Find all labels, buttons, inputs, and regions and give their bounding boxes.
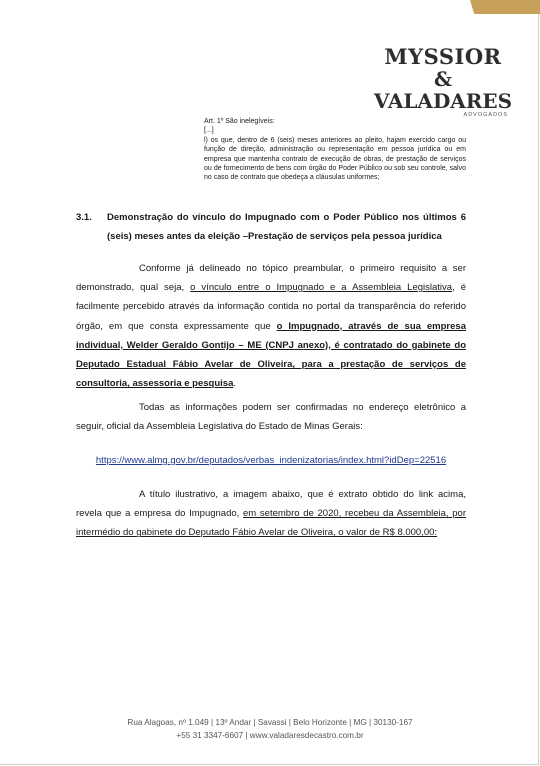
- footer-address: Rua Alagoas, nº 1.049 | 13º Andar | Savassi | Belo Horizonte | MG | 30130-167: [127, 718, 413, 727]
- para1-text-3: , é facilmente percebido através da informação contida no portal da transparência do referido órgão, em que consta expressamente que: [76, 282, 467, 332]
- paragraph-3: [76, 485, 466, 543]
- para1-text-5: .: [233, 378, 236, 390]
- page-footer: [0, 716, 540, 742]
- para1-bold-underlined-phrase: o Impugnado, através de sua empresa individual, Welder Geraldo Gontijo – ME (CNPJ anexo), é contratado do gabinete do Deputado Estadual Fábio Avelar de Oliveira, para a prestação de serviços de consultoria, assessoria e pesquisa: [76, 320, 466, 390]
- para1-underlined-link-phrase: o vínculo entre o Impugnado e a Assembleia Legislativa: [190, 282, 453, 294]
- section-title: Demonstração do vínculo do Impugnado com o Poder Público nos últimos 6 (seis) meses antes da eleição –Prestação de serviços pela pessoa jurídica: [107, 212, 466, 242]
- para3-text-1: A título ilustrativo, a imagem abaixo, que é extrato obtido do link acima, revela que a empresa do Impugnado,: [76, 489, 466, 520]
- logo-line-1: MYSSIOR: [384, 44, 502, 69]
- firm-logo: [368, 46, 518, 119]
- paragraph-2: [76, 398, 466, 436]
- para2-text: Todas as informações podem ser confirmadas no endereço eletrônico a seguir, oficial da Assembleia Legislativa do Estado de Minas Gerais:: [76, 402, 466, 433]
- section-number: 3.1.: [76, 212, 92, 223]
- logo-line-3: ADVOGADOS: [463, 112, 508, 118]
- quote-ellipsis: [...]: [204, 127, 214, 135]
- quote-body: l) os que, dentro de 6 (seis) meses anteriores ao pleito, hajam exercido cargo ou função de direção, administração ou representação em pessoa jurídica ou em empresa que mantenha contrato de execução de obras, de prestação de serviços ou de fornecimento de bens com órgão do Poder Público ou sob seu controle, salvo no caso de contrato que obedeça a cláusulas uniformes;: [204, 136, 466, 182]
- para3-underlined-phrase: em setembro de 2020, recebeu da Assembleia, por intermédio do gabinete do Deputado Fábio Avelar de Oliveira, o valor de R$ 8.000,00:: [76, 508, 466, 539]
- legal-quote: [204, 117, 466, 183]
- logo-line-2: & VALADARES: [373, 67, 513, 113]
- almg-link[interactable]: https://www.almg.gov.br/deputados/verbas_indenizatorias/index.html?idDep=22516: [95, 455, 447, 466]
- gold-corner-decoration: [470, 0, 540, 14]
- footer-contact: +55 31 3347-6607 | www.valadaresdecastro.com.br: [176, 731, 364, 740]
- quote-heading: Art. 1º São inelegíveis:: [204, 118, 275, 125]
- paragraph-1: [76, 259, 466, 393]
- para1-text-1: Conforme já delineado no tópico preambular, o primeiro requisito a ser demonstrado, qual seja,: [76, 263, 466, 294]
- section-heading: [76, 208, 466, 246]
